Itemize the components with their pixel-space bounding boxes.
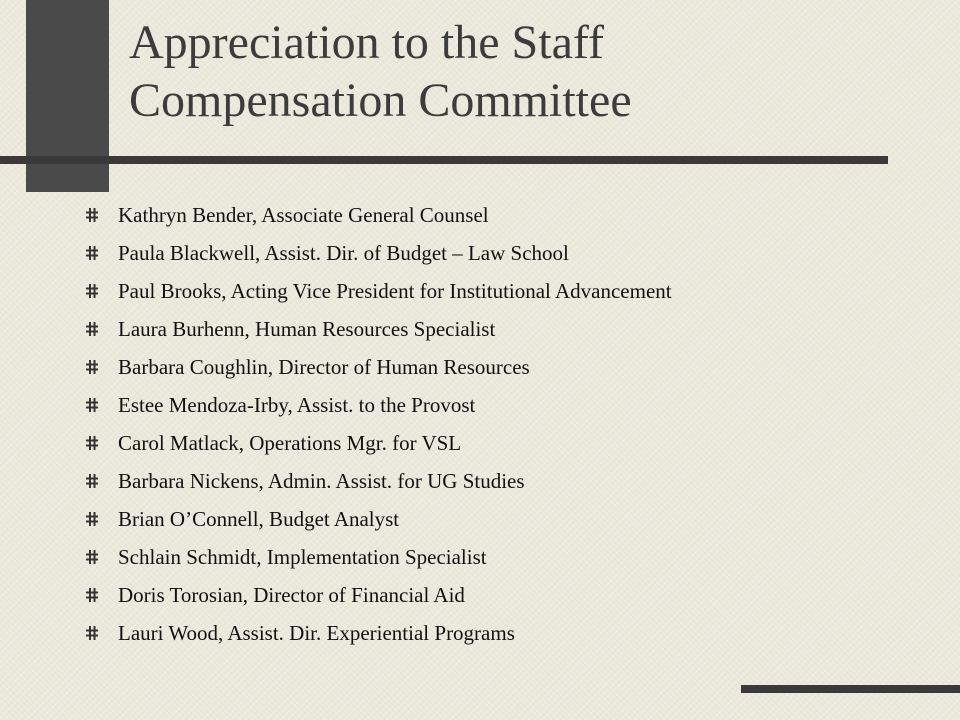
bottom-accent-rule — [741, 685, 960, 693]
list-item-text: Laura Burhenn, Human Resources Specialist — [118, 317, 496, 341]
list-item-text: Paula Blackwell, Assist. Dir. of Budget – Law School — [118, 241, 569, 265]
title-divider-rule — [0, 156, 888, 164]
list-item-text: Brian O’Connell, Budget Analyst — [118, 507, 400, 531]
hash-bullet-icon — [86, 322, 98, 336]
hash-bullet-icon — [86, 284, 98, 298]
list-item — [84, 539, 944, 577]
list-item-text: Schlain Schmidt, Implementation Specialist — [118, 545, 487, 569]
hash-bullet-icon — [86, 474, 98, 488]
slide-title-line-2: Compensation Committee — [129, 74, 632, 127]
list-item-text: Barbara Coughlin, Director of Human Resources — [118, 355, 530, 379]
hash-bullet-icon — [86, 512, 98, 526]
list-item — [84, 501, 944, 539]
list-item-text: Doris Torosian, Director of Financial Aid — [118, 583, 465, 607]
list-item — [84, 387, 944, 425]
hash-bullet-icon — [86, 436, 98, 450]
list-item — [84, 235, 944, 273]
list-item-text: Kathryn Bender, Associate General Counsel — [118, 203, 489, 227]
list-item — [84, 311, 944, 349]
slide-title-line-1: Appreciation to the Staff — [129, 16, 604, 69]
list-item — [84, 615, 944, 653]
list-item-text: Barbara Nickens, Admin. Assist. for UG Studies — [118, 469, 525, 493]
hash-bullet-icon — [86, 246, 98, 260]
list-item-text: Lauri Wood, Assist. Dir. Experiential Programs — [118, 621, 515, 645]
list-item — [84, 349, 944, 387]
slide-title — [129, 14, 909, 130]
list-item-text: Estee Mendoza-Irby, Assist. to the Provost — [118, 393, 476, 417]
list-item — [84, 577, 944, 615]
hash-bullet-icon — [86, 550, 98, 564]
list-item — [84, 463, 944, 501]
hash-bullet-icon — [86, 208, 98, 222]
list-item-text: Carol Matlack, Operations Mgr. for VSL — [118, 431, 462, 455]
hash-bullet-icon — [86, 588, 98, 602]
list-item — [84, 197, 944, 235]
list-item — [84, 425, 944, 463]
hash-bullet-icon — [86, 626, 98, 640]
committee-member-list — [84, 197, 944, 653]
hash-bullet-icon — [86, 360, 98, 374]
list-item — [84, 273, 944, 311]
list-item-text: Paul Brooks, Acting Vice President for Institutional Advancement — [118, 279, 672, 303]
hash-bullet-icon — [86, 398, 98, 412]
